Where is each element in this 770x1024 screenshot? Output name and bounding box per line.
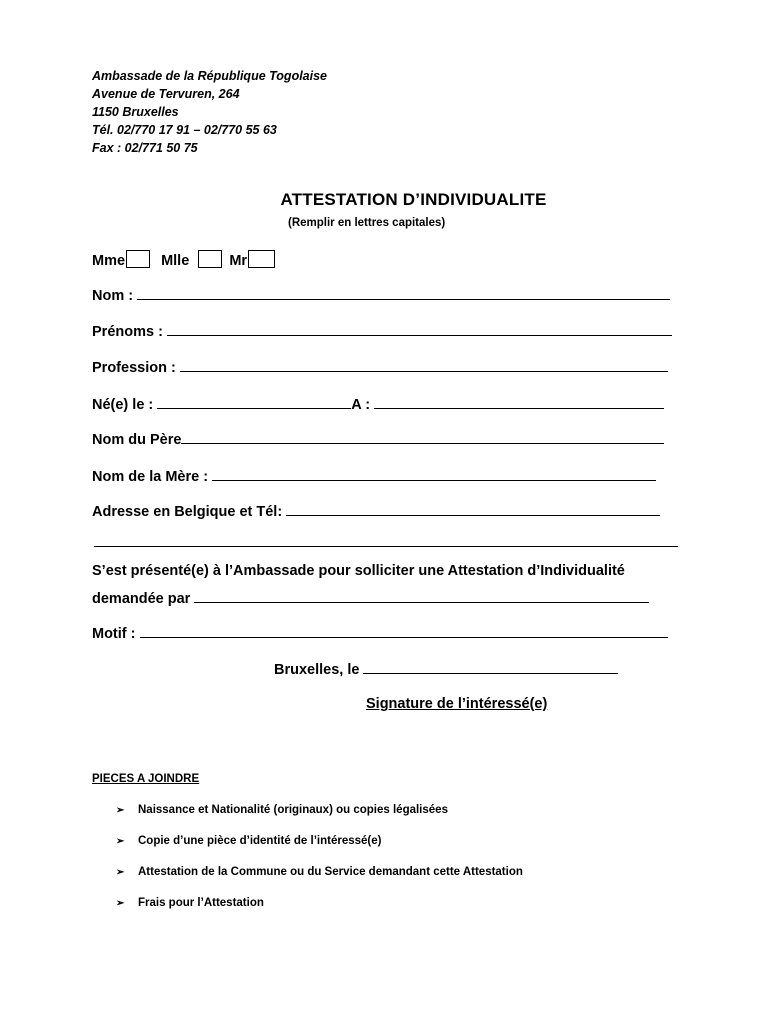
- document-title-wrap: [0, 190, 770, 210]
- embassy-city: 1150 Bruxelles: [92, 105, 179, 119]
- civility-mme-label: Mme: [92, 253, 126, 269]
- civility-mr-checkbox[interactable]: [248, 250, 275, 268]
- pere-label: Nom du Père: [92, 432, 182, 448]
- embassy-name: Ambassade de la République Togolaise: [92, 69, 328, 83]
- arrowhead-bullet-icon: ➢: [116, 867, 125, 878]
- date-field[interactable]: [363, 660, 618, 674]
- nom-field[interactable]: [137, 286, 670, 300]
- civility-mme-checkbox[interactable]: [126, 250, 150, 268]
- pere-field[interactable]: [181, 430, 664, 444]
- adresse-field-continued[interactable]: [94, 546, 678, 547]
- embassy-fax: Fax : 02/771 50 75: [92, 141, 198, 155]
- civility-row: [92, 250, 278, 269]
- demandee-field[interactable]: [194, 589, 649, 603]
- list-item-text: Naissance et Nationalité (originaux) ou copies légalisées: [138, 804, 448, 816]
- civility-mr-label: Mr: [229, 253, 248, 269]
- arrowhead-bullet-icon: ➢: [116, 836, 125, 847]
- motif-row: [92, 624, 668, 642]
- prenoms-row: [92, 322, 672, 340]
- bruxelles-label: Bruxelles, le: [274, 662, 360, 678]
- nom-label: Nom :: [92, 288, 134, 304]
- mere-label: Nom de la Mère :: [92, 469, 209, 485]
- civility-mlle-checkbox[interactable]: [198, 250, 222, 268]
- date-row: [274, 660, 618, 678]
- list-item: [116, 897, 264, 909]
- list-item: [116, 804, 448, 816]
- document-subtitle: (Remplir en lettres capitales): [288, 217, 446, 229]
- arrowhead-bullet-icon: ➢: [116, 898, 125, 909]
- signature-label: Signature de l’intéressé(e): [366, 696, 548, 712]
- embassy-address: Avenue de Tervuren, 264: [92, 87, 240, 101]
- ne-le-field[interactable]: [157, 395, 351, 409]
- profession-label: Profession :: [92, 360, 176, 376]
- list-item: [116, 866, 523, 878]
- mere-field[interactable]: [212, 467, 656, 481]
- lieu-field[interactable]: [374, 395, 664, 409]
- embassy-phone: Tél. 02/770 17 91 – 02/770 55 63: [92, 123, 277, 137]
- presente-text: S’est présenté(e) à l’Ambassade pour solliciter une Attestation d’Individualité: [92, 563, 625, 579]
- pieces-heading: PIECES A JOINDRE: [92, 773, 200, 785]
- prenoms-label: Prénoms :: [92, 324, 163, 340]
- adresse-field[interactable]: [286, 502, 660, 516]
- motif-field[interactable]: [140, 624, 668, 638]
- ne-le-label: Né(e) le :: [92, 397, 154, 413]
- list-item-text: Attestation de la Commune ou du Service demandant cette Attestation: [138, 866, 523, 878]
- adresse-row: [92, 502, 660, 520]
- arrowhead-bullet-icon: ➢: [116, 805, 125, 816]
- list-item: [116, 835, 381, 847]
- nom-row: [92, 286, 670, 304]
- profession-field[interactable]: [180, 358, 668, 372]
- motif-label: Motif :: [92, 626, 136, 642]
- naissance-row: [92, 395, 664, 413]
- lieu-label: A :: [351, 397, 371, 413]
- civility-mlle-label: Mlle: [161, 253, 190, 269]
- document-title: ATTESTATION D’INDIVIDUALITE: [280, 190, 547, 209]
- list-item-text: Copie d’une pièce d’identité de l’intéressé(e): [138, 835, 382, 847]
- mere-row: [92, 467, 656, 485]
- adresse-label: Adresse en Belgique et Tél:: [92, 504, 283, 520]
- demandee-row: [92, 589, 649, 607]
- pere-row: [92, 430, 664, 448]
- list-item-text: Frais pour l’Attestation: [138, 897, 264, 909]
- prenoms-field[interactable]: [167, 322, 672, 336]
- demandee-label: demandée par: [92, 591, 191, 607]
- profession-row: [92, 358, 668, 376]
